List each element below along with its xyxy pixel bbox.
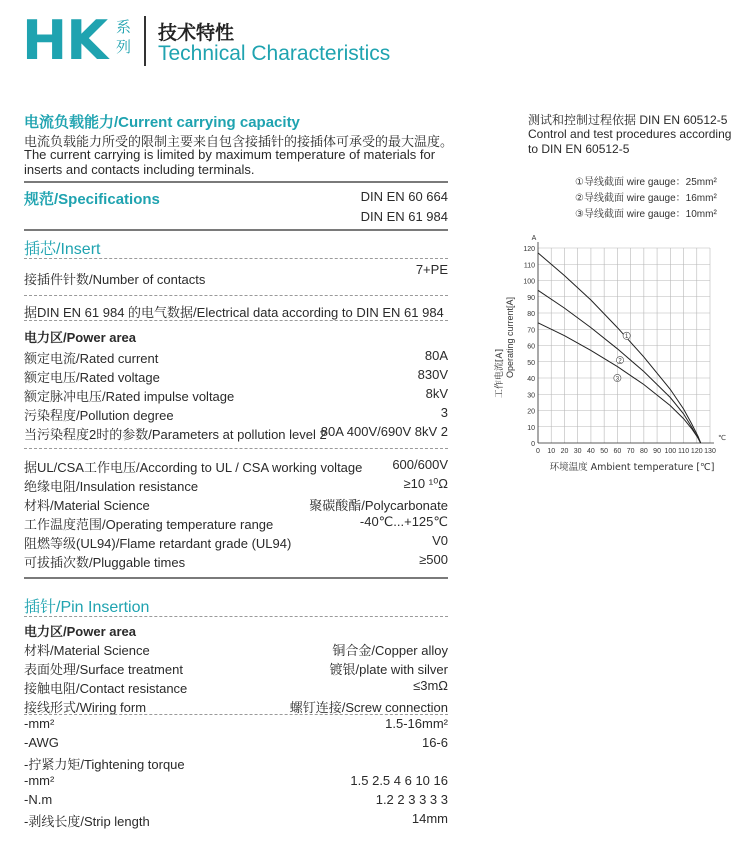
section-divider bbox=[24, 577, 448, 579]
section-divider bbox=[24, 229, 448, 231]
insert-row-value: 聚碳酸酯/Polycarbonate bbox=[309, 498, 448, 513]
pin-row-value: 螺钉连接/Screw connection bbox=[289, 700, 448, 715]
insert-row-label: 额定电压/Rated voltage bbox=[24, 370, 160, 385]
x-tick-label: 90 bbox=[653, 448, 661, 455]
pin-row-value: 14mm bbox=[411, 811, 448, 826]
y-tick-label: 50 bbox=[527, 359, 535, 367]
pin-row-label: 接线形式/Wiring form bbox=[24, 700, 147, 715]
pin-power-area: 电力区/Power area bbox=[24, 624, 136, 639]
y-axis-label-cn: 工作电流[A] bbox=[495, 348, 505, 399]
series-label-3: 3 bbox=[615, 376, 620, 383]
y-unit-label: A bbox=[531, 235, 537, 242]
pin-row-label: 材料/Material Science bbox=[24, 643, 150, 658]
x-tick-label: 50 bbox=[600, 448, 609, 455]
insert-row-value: V0 bbox=[432, 533, 448, 548]
y-tick-label: 60 bbox=[527, 343, 535, 351]
test-procedures-en-1: Control and test procedures according bbox=[528, 127, 732, 141]
insert-row-label: 可拔插次数/Pluggable times bbox=[24, 555, 186, 570]
insert-row-value: ≥500 bbox=[419, 552, 448, 567]
insert-power-area: 电力区/Power area bbox=[24, 330, 136, 345]
current-carrying-desc-en-1: The current carrying is limited by maximum temperature of materials for bbox=[24, 147, 436, 162]
x-tick-label: 100 bbox=[664, 448, 677, 455]
insert-row-label: 额定脉冲电压/Rated impulse voltage bbox=[24, 389, 235, 404]
legend-item-2: ②导线截面 wire gauge：16mm² bbox=[575, 193, 717, 204]
spec-standard-2: DIN EN 61 984 bbox=[360, 209, 448, 224]
pin-row-label: -N.m bbox=[24, 792, 53, 807]
y-tick-label: 90 bbox=[527, 294, 535, 302]
row-divider bbox=[24, 448, 448, 449]
insert-row-label: 阻燃等级(UL94)/Flame retardant grade (UL94) bbox=[24, 536, 292, 551]
y-tick-label: 40 bbox=[527, 376, 535, 383]
pin-title: 插针/Pin Insertion bbox=[24, 599, 150, 616]
x-tick-label: 120 bbox=[690, 448, 703, 455]
y-tick-label: 30 bbox=[527, 392, 535, 400]
y-tick-label: 80 bbox=[527, 311, 535, 318]
insert-row-value: 3 bbox=[440, 405, 448, 420]
x-unit-label: ℃ bbox=[718, 434, 726, 442]
x-tick-label: 0 bbox=[536, 448, 540, 455]
insert-row-value: 830V bbox=[417, 367, 448, 382]
pin-row-value: 镀银/plate with silver bbox=[329, 662, 448, 677]
specifications-title: 规范/Specifications bbox=[24, 191, 160, 208]
row-divider bbox=[24, 616, 448, 617]
x-tick-label: 10 bbox=[547, 448, 556, 455]
row-divider bbox=[24, 258, 448, 259]
x-tick-label: 70 bbox=[626, 448, 635, 455]
insert-row-label: 据UL/CSA工作电压/According to UL / CSA working voltage bbox=[24, 460, 363, 475]
row-divider bbox=[24, 295, 448, 296]
current-carrying-desc-cn: 电流负载能力所受的限制主要来自包含接插针的接插体可承受的最大温度。 bbox=[24, 134, 454, 149]
insert-row-value: 8kV bbox=[425, 386, 448, 401]
y-tick-label: 120 bbox=[523, 246, 535, 253]
spec-standard-1: DIN EN 60 664 bbox=[360, 189, 448, 204]
insert-row-label: 工作温度范围/Operating temperature range bbox=[24, 517, 274, 532]
pin-row-label: -mm² bbox=[24, 773, 55, 788]
x-tick-label: 20 bbox=[560, 448, 569, 455]
series-label-1: 1 bbox=[624, 334, 629, 341]
contacts-value: 7+PE bbox=[415, 262, 448, 277]
pin-row-value: 铜合金/Copper alloy bbox=[332, 643, 448, 658]
pin-row-value: ≤3mΩ bbox=[413, 678, 448, 693]
pin-row-label: -mm² bbox=[24, 716, 55, 731]
pin-row-label: -拧紧力矩/Tightening torque bbox=[24, 757, 185, 772]
section-divider bbox=[24, 181, 448, 183]
pin-row-value: 16-6 bbox=[421, 735, 448, 750]
y-tick-label: 10 bbox=[527, 424, 535, 432]
y-tick-label: 100 bbox=[523, 278, 535, 286]
brand-logo: HK bbox=[22, 9, 108, 72]
pin-row-value: 1.2 2 3 3 3 3 bbox=[375, 792, 448, 807]
x-tick-label: 110 bbox=[677, 448, 690, 455]
x-axis-label: 环境温度 Ambient temperature [℃] bbox=[549, 462, 715, 473]
x-tick-label: 60 bbox=[613, 448, 622, 455]
series-line-1 bbox=[538, 253, 701, 443]
row-divider bbox=[24, 320, 448, 321]
x-tick-label: 30 bbox=[573, 448, 582, 455]
current-carrying-desc-en-2: inserts and contacts including terminals. bbox=[24, 162, 255, 177]
x-tick-label: 80 bbox=[639, 448, 648, 455]
pin-row-label: 接触电阻/Contact resistance bbox=[24, 681, 188, 696]
legend-item-1: ①导线截面 wire gauge：25mm² bbox=[575, 177, 717, 188]
insert-row-value: -40℃...+125℃ bbox=[359, 514, 448, 529]
current-carrying-title: 电流负载能力/Current carrying capacity bbox=[24, 114, 300, 131]
insert-row-value: 80A 400V/690V 8kV 2 bbox=[320, 424, 448, 439]
y-axis-label-en: Operating current[A] bbox=[505, 296, 515, 379]
x-tick-label: 40 bbox=[587, 448, 595, 455]
y-tick-label: 110 bbox=[523, 262, 535, 270]
insert-row-label: 额定电流/Rated current bbox=[24, 351, 159, 366]
insert-row-value: 80A bbox=[424, 348, 448, 363]
current-temperature-chart bbox=[490, 228, 740, 478]
header-divider bbox=[144, 16, 146, 66]
y-tick-label: 20 bbox=[527, 408, 535, 416]
pin-row-value: 1.5-16mm² bbox=[385, 716, 448, 731]
insert-title: 插芯/Insert bbox=[24, 241, 101, 258]
page-title-cn: 技术特性 bbox=[158, 23, 235, 44]
series-label: 系列 bbox=[116, 19, 132, 56]
x-tick-label: 130 bbox=[704, 448, 716, 455]
insert-row-value: 600/600V bbox=[392, 457, 448, 472]
series-line-3 bbox=[538, 323, 701, 443]
y-tick-label: 70 bbox=[527, 327, 535, 335]
pin-row-label: -AWG bbox=[24, 735, 59, 750]
y-tick-label: 0 bbox=[531, 441, 535, 448]
insert-row-label: 当污染程度2时的参数/Parameters at pollution level 2 bbox=[24, 427, 327, 442]
test-procedures-en-2: to DIN EN 60512-5 bbox=[528, 142, 630, 156]
pin-row-label: -剥线长度/Strip length bbox=[24, 814, 150, 829]
series-label-2: 2 bbox=[618, 358, 622, 365]
page-title-en: Technical Characteristics bbox=[158, 42, 391, 65]
test-procedures-cn: 测试和控制过程依据 DIN EN 60512-5 bbox=[528, 113, 728, 127]
legend-item-3: ③导线截面 wire gauge：10mm² bbox=[575, 209, 717, 220]
electrical-note: 据DIN EN 61 984 的电气数据/Electrical data according to DIN EN 61 984 bbox=[24, 305, 444, 320]
insert-row-label: 材料/Material Science bbox=[24, 498, 150, 513]
pin-row-value: 1.5 2.5 4 6 10 16 bbox=[350, 773, 448, 788]
pin-row-label: 表面处理/Surface treatment bbox=[24, 662, 183, 677]
insert-row-label: 污染程度/Pollution degree bbox=[24, 408, 174, 423]
insert-row-value: ≥10 ¹⁰Ω bbox=[403, 476, 448, 491]
contacts-label: 接插件针数/Number of contacts bbox=[24, 272, 206, 287]
insert-row-label: 绝缘电阻/Insulation resistance bbox=[24, 479, 199, 494]
row-divider bbox=[24, 714, 448, 715]
